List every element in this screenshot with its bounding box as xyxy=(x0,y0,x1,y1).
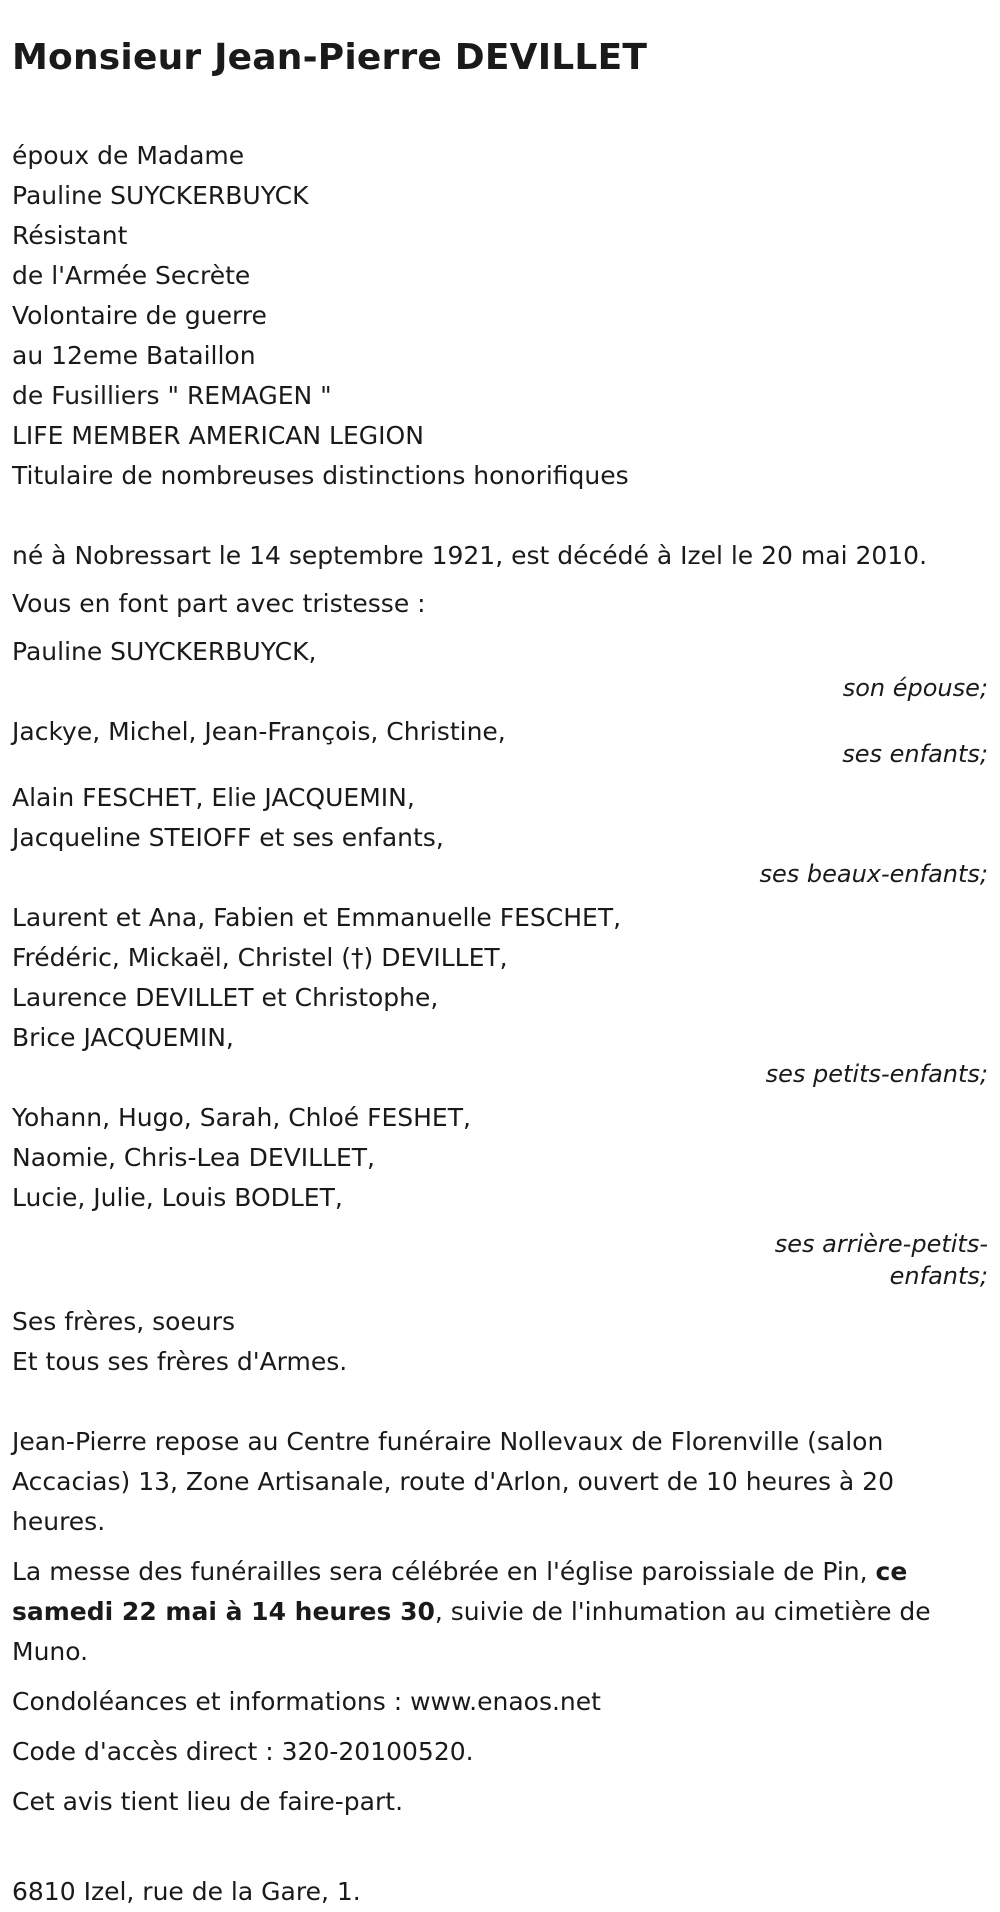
relative-group-spouse xyxy=(12,632,988,704)
relative-group-children xyxy=(12,712,988,770)
relative-names: Laurent et Ana, Fabien et Emmanuelle FESCHET, xyxy=(12,903,622,932)
funeral-text-before: La messe des funérailles sera célébrée en l'église paroissiale de Pin, xyxy=(12,1557,876,1586)
relative-names: Jackye, Michel, Jean-François, Christine, xyxy=(12,717,506,746)
funeral-text-after: , suivie de l'inhumation au cimetière de Muno. xyxy=(12,1597,931,1666)
intro-line: Titulaire de nombreuses distinctions honorifiques xyxy=(12,461,629,490)
siblings-line: Ses frères, soeurs xyxy=(12,1307,236,1336)
intro-line: de Fusilliers " REMAGEN " xyxy=(12,381,332,410)
relation-label: ses petits-enfants; xyxy=(765,1060,988,1088)
siblings-block xyxy=(12,1302,988,1382)
intro-line: Pauline SUYCKERBUYCK xyxy=(12,181,309,210)
relative-names: Alain FESCHET, Elie JACQUEMIN, xyxy=(12,783,415,812)
relation-label: ses enfants; xyxy=(842,740,988,768)
relative-group-stepchildren xyxy=(12,778,988,890)
relative-names: Pauline SUYCKERBUYCK, xyxy=(12,637,317,666)
funeral-date-time: ce samedi 22 mai à 14 heures 30 xyxy=(12,1557,908,1626)
relative-names: Frédéric, Mickaël, Christel (†) DEVILLET, xyxy=(12,943,508,972)
relative-group-grandchildren xyxy=(12,898,988,1090)
access-code-text: Code d'accès direct : 320-20100520. xyxy=(12,1737,474,1766)
intro-line: Résistant xyxy=(12,221,128,250)
page-title: Monsieur Jean-Pierre DEVILLET xyxy=(12,37,648,78)
funeral-text xyxy=(12,1552,988,1672)
condolences-text: Condoléances et informations : www.enaos.net xyxy=(12,1687,601,1716)
notice-text: Cet avis tient lieu de faire-part. xyxy=(12,1787,404,1816)
intro-block xyxy=(12,136,988,496)
intro-line: Volontaire de guerre xyxy=(12,301,267,330)
relative-names: Lucie, Julie, Louis BODLET, xyxy=(12,1183,343,1212)
announcement-text: Vous en font part avec tristesse : xyxy=(12,589,426,618)
intro-line: LIFE MEMBER AMERICAN LEGION xyxy=(12,421,424,450)
birth-death-text: né à Nobressart le 14 septembre 1921, est décédé à Izel le 20 mai 2010. xyxy=(12,541,928,570)
relative-names: Yohann, Hugo, Sarah, Chloé FESHET, xyxy=(12,1103,471,1132)
intro-line: époux de Madame xyxy=(12,141,245,170)
relation-label: ses arrière-petits-enfants; xyxy=(774,1230,988,1290)
relative-names: Brice JACQUEMIN, xyxy=(12,1023,234,1052)
relative-names: Laurence DEVILLET et Christophe, xyxy=(12,983,439,1012)
intro-line: au 12eme Bataillon xyxy=(12,341,256,370)
relation-label: ses beaux-enfants; xyxy=(759,860,988,888)
intro-line: de l'Armée Secrète xyxy=(12,261,251,290)
relation-label: son épouse; xyxy=(842,674,988,702)
siblings-line: Et tous ses frères d'Armes. xyxy=(12,1347,348,1376)
relative-names: Jacqueline STEIOFF et ses enfants, xyxy=(12,823,444,852)
repose-text: Jean-Pierre repose au Centre funéraire Nollevaux de Florenville (salon Accacias) 13, Zone Artisanale, route d'Arlon, ouvert de 10 heures à 20 heures. xyxy=(12,1427,894,1536)
address-text: 6810 Izel, rue de la Gare, 1. xyxy=(12,1877,361,1906)
relative-group-great-grandchildren xyxy=(12,1098,988,1292)
relative-names: Naomie, Chris-Lea DEVILLET, xyxy=(12,1143,375,1172)
